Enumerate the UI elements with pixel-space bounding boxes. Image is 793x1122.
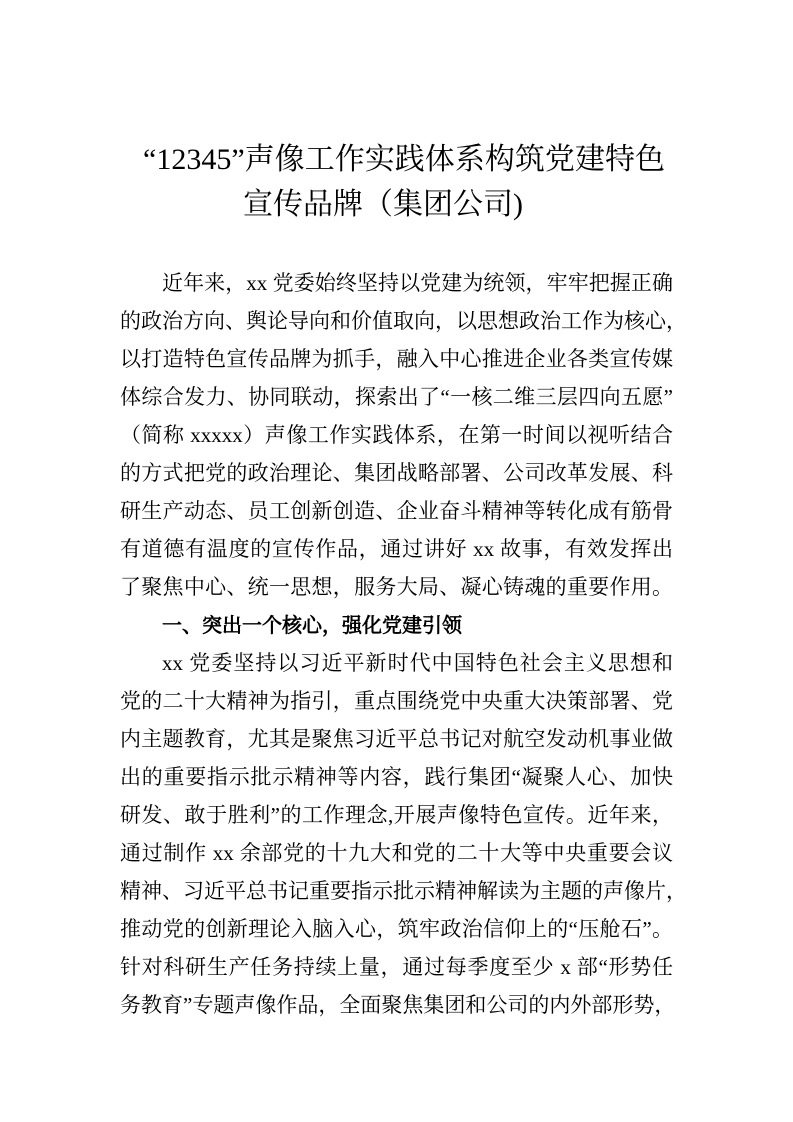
paragraph-section-1 [120,644,687,1024]
document-title-line-2: 宣传品牌（集团公司) [243,188,523,221]
text-line: 针对科研生产任务持续上量，通过每季度至少 x 部“形势任 [120,955,673,979]
text-line: 研生产动态、员工创新创造、企业奋斗精神等转化成有筋骨 [120,499,673,523]
text-line: 有道德有温度的宣传作品，通过讲好 xx 故事，有效发挥出 [120,537,673,561]
document-title-line-1: “12345”声像工作实践体系构筑党建特色 [143,143,665,176]
text-line: 务教育”专题声像作品，全面聚焦集团和公司的内外部形势， [120,993,676,1017]
paragraph-intro [120,264,687,606]
text-line: 推动党的创新理论入脑入心，筑牢政治信仰上的“压舱石”。 [120,917,673,941]
text-line: xx 党委坚持以习近平新时代中国特色社会主义思想和 [162,651,673,675]
text-line: 党的二十大精神为指引，重点围绕党中央重大决策部署、党 [120,689,673,713]
text-line: 的政治方向、舆论导向和价值取向，以思想政治工作为核心， [120,309,687,333]
text-line: 内主题教育，尤其是聚焦习近平总书记对航空发动机事业做 [120,727,673,751]
text-line: 通过制作 xx 余部党的十九大和党的二十大等中央重要会议 [120,841,673,865]
text-line: 体综合发力、协同联动，探索出了“一核二维三层四向五愿” [120,385,673,409]
document-body [120,264,687,1024]
text-line: （简称 xxxxx）声像工作实践体系，在第一时间以视听结合 [120,423,673,447]
text-line: 的方式把党的政治理论、集团战略部署、公司改革发展、科 [120,461,673,485]
text-line: 近年来，xx 党委始终坚持以党建为统领，牢牢把握正确 [162,271,673,295]
text-line: 以打造特色宣传品牌为抓手，融入中心推进企业各类宣传媒 [120,347,673,371]
text-line: 出的重要指示批示精神等内容，践行集团“凝聚人心、加快 [120,765,673,789]
text-line: 研发、敢于胜利”的工作理念,开展声像特色宣传。近年来， [120,803,673,827]
text-line: 精神、习近平总书记重要指示批示精神解读为主题的声像片， [120,879,687,903]
section-heading: 一、突出一个核心，强化党建引领 [162,613,462,637]
text-line: 了聚焦中心、统一思想，服务大局、凝心铸魂的重要作用。 [120,575,673,599]
